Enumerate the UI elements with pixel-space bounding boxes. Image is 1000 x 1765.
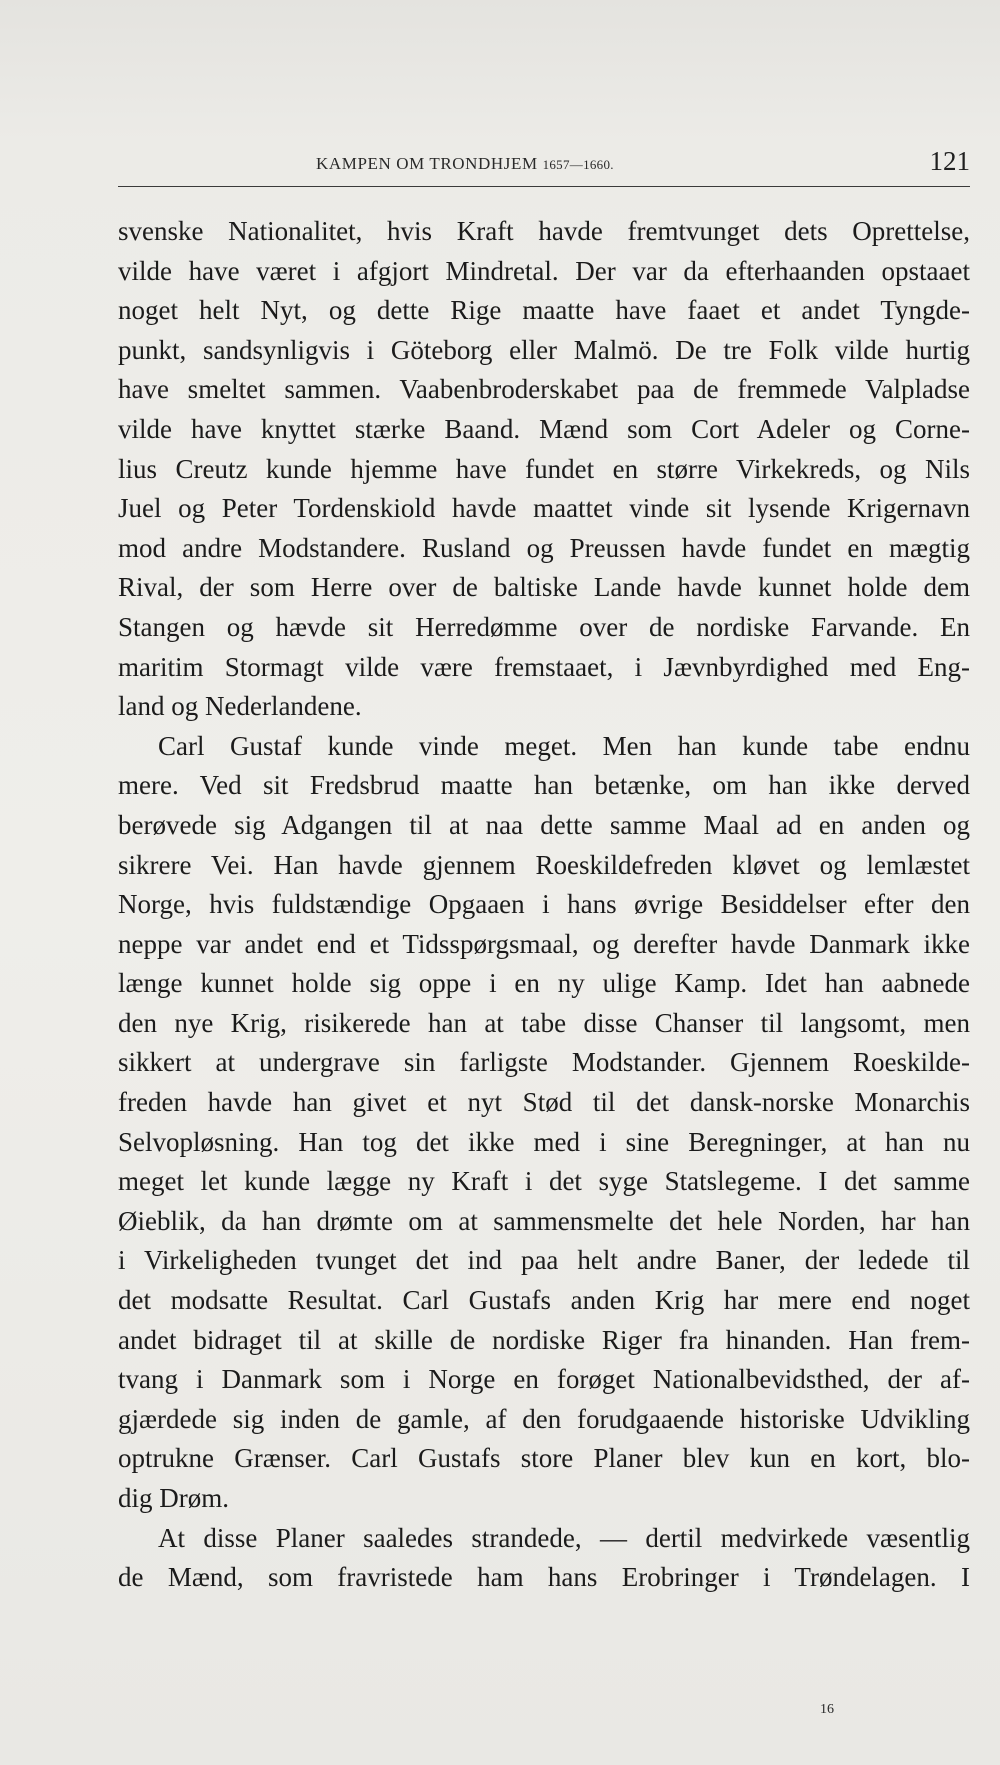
text-line: Øieblik, da han drømte om at sammensmelte det hele Norden, har han: [118, 1205, 970, 1236]
body-text: [118, 212, 970, 1598]
text-line: punkt, sandsynligvis i Göteborg eller Malmö. De tre Folk vilde hurtig: [118, 334, 970, 365]
text-line: Stangen og hævde sit Herredømme over de nordiske Farvande. En: [118, 611, 970, 642]
text-line: sikkert at undergrave sin farligste Modstander. Gjennem Roeskilde-: [118, 1047, 970, 1078]
text-line-paragraph-start: At disse Planer saaledes strandede, — dertil medvirkede væsentlig: [158, 1522, 970, 1553]
text-line: have smeltet sammen. Vaabenbroderskabet paa de fremmede Valpladse: [118, 374, 970, 405]
text-line: noget helt Nyt, og dette Rige maatte have faaet et andet Tyngde-: [118, 295, 970, 326]
text-line: svenske Nationalitet, hvis Kraft havde fremtvunget dets Oprettelse,: [118, 216, 970, 246]
text-line: gjærdede sig inden de gamle, af den forudgaaende historiske Udvikling: [118, 1403, 970, 1434]
text-line: land og Nederlandene.: [118, 691, 362, 722]
text-line: vilde have knyttet stærke Baand. Mænd som Cort Adeler og Corne-: [118, 413, 970, 444]
text-line: mod andre Modstandere. Rusland og Preussen havde fundet en mægtig: [118, 532, 970, 563]
text-line: den nye Krig, risikerede han at tabe disse Chanser til langsomt, men: [118, 1007, 970, 1038]
running-title-years: 1657—1660.: [542, 157, 614, 172]
text-line: dig Drøm.: [118, 1483, 229, 1513]
text-line-paragraph-start: Carl Gustaf kunde vinde meget. Men han kunde tabe endnu: [158, 730, 970, 761]
text-line: i Virkeligheden tvunget det ind paa helt andre Baner, der ledede til: [118, 1245, 970, 1276]
text-line: neppe var andet end et Tidsspørgsmaal, og derefter havde Danmark ikke: [118, 928, 970, 959]
running-title-text: KAMPEN OM TRONDHJEM: [316, 154, 538, 173]
text-line: tvang i Danmark som i Norge en forøget Nationalbevidsthed, der af-: [118, 1364, 970, 1395]
text-line: sikrere Vei. Han havde gjennem Roeskildefreden kløvet og lemlæstet: [118, 849, 970, 880]
text-line: Norge, hvis fuldstændige Opgaaen i hans øvrige Besiddelser efter den: [118, 889, 970, 920]
text-line: meget let kunde lægge ny Kraft i det syge Statslegeme. I det samme: [118, 1166, 970, 1197]
text-line: lius Creutz kunde hjemme have fundet en større Virkekreds, og Nils: [118, 453, 970, 484]
page-number: 121: [929, 146, 970, 176]
text-line: mere. Ved sit Fredsbrud maatte han betænke, om han ikke derved: [118, 770, 970, 801]
text-line: det modsatte Resultat. Carl Gustafs anden Krig har mere end noget: [118, 1285, 970, 1316]
text-line: optrukne Grænser. Carl Gustafs store Planer blev kun en kort, blo-: [118, 1443, 970, 1474]
text-line: de Mænd, som fravristede ham hans Erobringer i Trøndelagen. I: [118, 1562, 970, 1593]
running-title: [316, 154, 614, 174]
signature-mark: 16: [820, 1702, 834, 1717]
text-line: maritim Stormagt vilde være fremstaaet, i Jævnbyrdighed med Eng-: [118, 651, 970, 682]
text-line: længe kunnet holde sig oppe i en ny ulige Kamp. Idet han aabnede: [118, 968, 970, 999]
text-line: Selvopløsning. Han tog det ikke med i sine Beregninger, at han nu: [118, 1126, 970, 1157]
text-line: freden havde han givet et nyt Stød til det dansk-norske Monarchis: [118, 1087, 970, 1118]
header-rule: [118, 186, 970, 187]
text-line: vilde have været i afgjort Mindretal. Der var da efterhaanden opstaaet: [118, 255, 970, 286]
text-line: andet bidraget til at skille de nordiske Riger fra hinanden. Han frem-: [118, 1324, 970, 1355]
text-line: berøvede sig Adgangen til at naa dette samme Maal ad en anden og: [118, 809, 970, 840]
text-line: Rival, der som Herre over de baltiske Lande havde kunnet holde dem: [118, 572, 970, 603]
text-line: Juel og Peter Tordenskiold havde maattet vinde sit lysende Krigernavn: [118, 493, 970, 524]
page-header: [118, 138, 970, 178]
